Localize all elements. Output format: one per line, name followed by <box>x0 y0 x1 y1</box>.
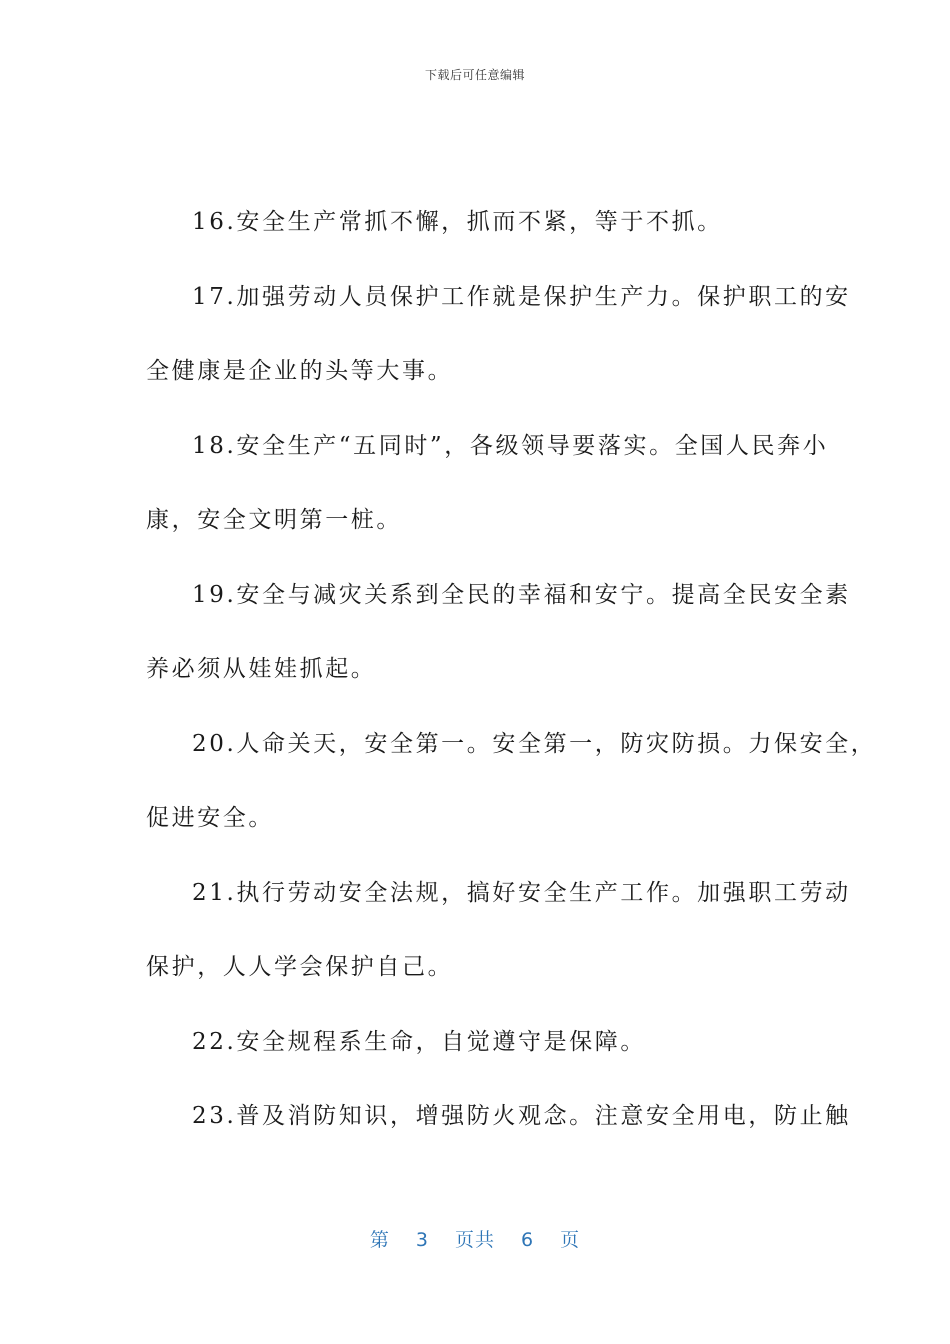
paragraph-20-cont: 促进安全。 <box>146 805 274 831</box>
paragraph-19-cont: 养必须从娃娃抓起。 <box>146 656 377 682</box>
paragraph-21: 21.执行劳动安全法规，搞好安全生产工作。加强职工劳动 <box>192 880 851 906</box>
paragraph-20: 20.人命关天，安全第一。安全第一，防灾防损。力保安全， <box>192 731 877 757</box>
paragraph-18: 18.安全生产“五同时”，各级领导要落实。全国人民奔小 <box>192 433 829 459</box>
page-label-mid: 页共 <box>454 1229 495 1251</box>
paragraph-23: 23.普及消防知识，增强防火观念。注意安全用电，防止触 <box>192 1103 851 1129</box>
page-footer <box>0 1225 950 1252</box>
paragraph-22: 22.安全规程系生命，自觉遵守是保障。 <box>192 1029 646 1055</box>
page-header: 下载后可任意编辑 <box>424 68 525 82</box>
paragraph-21-cont: 保护，人人学会保护自己。 <box>146 954 454 980</box>
paragraph-18-cont: 康，安全文明第一桩。 <box>146 507 402 533</box>
paragraph-17-cont: 全健康是企业的头等大事。 <box>146 358 454 384</box>
paragraph-16: 16.安全生产常抓不懈，抓而不紧，等于不抓。 <box>192 209 723 235</box>
page-label-prefix: 第 <box>369 1229 390 1251</box>
paragraph-17: 17.加强劳动人员保护工作就是保护生产力。保护职工的安 <box>192 284 851 310</box>
current-page-number: 3 <box>415 1229 429 1251</box>
page-label-suffix: 页 <box>560 1229 581 1251</box>
total-pages-number: 6 <box>521 1229 535 1251</box>
paragraph-19: 19.安全与减灾关系到全民的幸福和安宁。提高全民安全素 <box>192 582 851 608</box>
